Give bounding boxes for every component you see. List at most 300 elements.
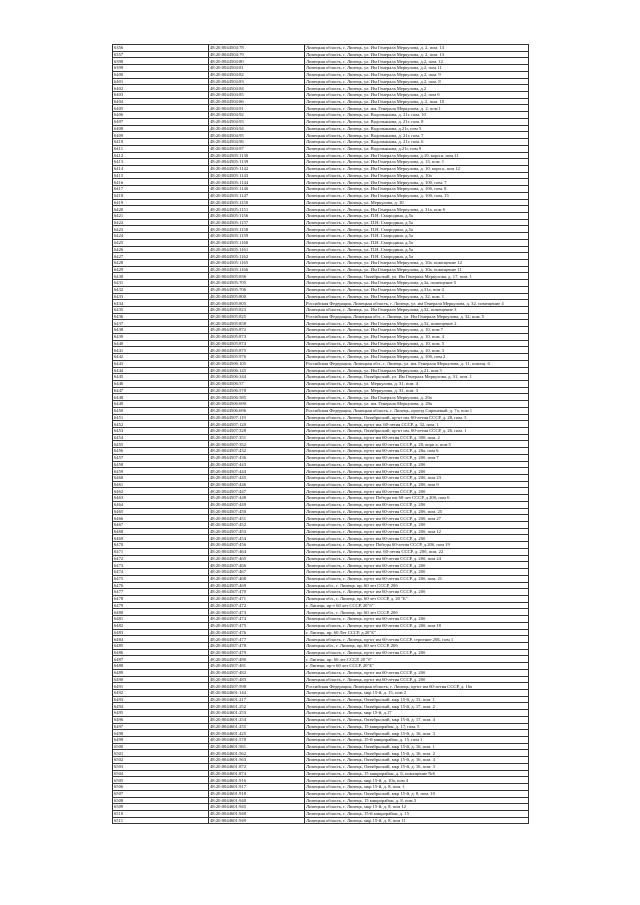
cadastral-number-cell: 48:20:0044505:823 xyxy=(209,307,305,314)
row-number-cell: 6415 xyxy=(113,172,209,179)
address-cell: Липецкая область, г. Липецк, ул. Им Генерала Меркулова, д. 10, пом 7 xyxy=(305,327,529,334)
row-number-cell: 6508 xyxy=(113,797,209,804)
cadastral-number-cell: 48:20:0044507:447 xyxy=(209,488,305,495)
table-row xyxy=(113,92,529,99)
table-row xyxy=(113,394,529,401)
row-number-cell: 6456 xyxy=(113,448,209,455)
table-row xyxy=(113,266,529,273)
cadastral-number-cell: 48:20:0044504:80 xyxy=(209,58,305,65)
table-row xyxy=(113,743,529,750)
table-row xyxy=(113,186,529,193)
cadastral-number-cell: 48:20:0044505:875 xyxy=(209,347,305,354)
table-row xyxy=(113,548,529,555)
address-cell: Липецкая область, г. Липецк, ул. им. Генерала Меркулова, д. 29а xyxy=(305,401,529,408)
address-cell: Липецкая область, г. Липецк, Октябрьский, мкр 15-й, д. 16, пом. 4 xyxy=(305,757,529,764)
row-number-cell: 6470 xyxy=(113,542,209,549)
address-cell: г. Липецк, пр-т 60 лет СССР, 20"б" xyxy=(305,602,529,609)
table-row xyxy=(113,562,529,569)
cadastral-number-cell: 48:20:0044504:97 xyxy=(209,145,305,152)
row-number-cell: 6498 xyxy=(113,730,209,737)
table-row xyxy=(113,737,529,744)
table-row xyxy=(113,804,529,811)
cadastral-number-cell: 48:20:0044505:858 xyxy=(209,320,305,327)
table-row xyxy=(113,367,529,374)
cadastral-number-cell: 48:20:0044504:79 xyxy=(209,51,305,58)
table-row xyxy=(113,414,529,421)
address-cell: Липецкая область, г. Липецк, пр-кт им 60-летия СССР, д. 20б, пом 12 xyxy=(305,528,529,535)
row-number-cell: 6432 xyxy=(113,286,209,293)
table-row xyxy=(113,360,529,367)
cadastral-number-cell: 48:20:0044507:469 xyxy=(209,582,305,589)
table-row xyxy=(113,481,529,488)
address-cell: Липецкая область, г. Липецк, пр-кт им 60-летия СССР, д. 20б xyxy=(305,501,529,508)
cadastral-number-cell: 48:20:0044507:482 xyxy=(209,669,305,676)
cadastral-number-cell: 48:20:0044507:468 xyxy=(209,575,305,582)
row-number-cell: 6482 xyxy=(113,622,209,629)
row-number-cell: 6409 xyxy=(113,132,209,139)
table-row xyxy=(113,810,529,817)
cadastral-number-cell: 48:20:0044505:1143 xyxy=(209,172,305,179)
table-row xyxy=(113,515,529,522)
row-number-cell: 6451 xyxy=(113,414,209,421)
address-cell: Липецкая область, г. Липецк, ул. Меркулова, д. 31, пом. 4 xyxy=(305,380,529,387)
row-number-cell: 6421 xyxy=(113,212,209,219)
row-number-cell: 6446 xyxy=(113,380,209,387)
address-cell: Липецкая область, г. Липецк, Октябрьский, мкр 15-й, д. 17, пом. 4 xyxy=(305,716,529,723)
row-number-cell: 6504 xyxy=(113,770,209,777)
row-number-cell: 6440 xyxy=(113,340,209,347)
address-cell: Липецкая область, г. Липецк, Октябрьский, мкр 15-й, д. 16, пом. 3 xyxy=(305,730,529,737)
address-cell: Липецкая область, г. Липецк, ул. Им Генерала Меркулова, д.2, пом. 9 xyxy=(305,71,529,78)
address-cell: г. Липецк, пр-т 60 лет СССР, 20"Б" xyxy=(305,663,529,670)
row-number-cell: 6426 xyxy=(113,246,209,253)
row-number-cell: 6400 xyxy=(113,71,209,78)
row-number-cell: 6510 xyxy=(113,810,209,817)
cadastral-number-cell: 48:20:0044507:473 xyxy=(209,609,305,616)
cadastral-number-cell: 48:20:0044507:443 xyxy=(209,461,305,468)
cadastral-number-cell: 48:20:0044505:1161 xyxy=(209,246,305,253)
row-number-cell: 6424 xyxy=(113,233,209,240)
address-cell: Липецкая область, г. Липецк, пр-кт им 60-летия СССР, д. 20б xyxy=(305,616,529,623)
address-cell: Липецкая область, г. Липецк, Октябрьский, пр-кт им. 60-летия СССР, д. 28, пом. 3 xyxy=(305,414,529,421)
address-cell: Липецкая область, г. Липецк, ул. Им Генерала Меркулова, д. 31а, пом 6 xyxy=(305,206,529,213)
cadastral-number-cell: 48:20:0044507:454 xyxy=(209,535,305,542)
row-number-cell: 6416 xyxy=(113,179,209,186)
cadastral-number-cell: 48:20:0044601:425 xyxy=(209,730,305,737)
row-number-cell: 6488 xyxy=(113,663,209,670)
cadastral-number-cell: 48:20:0044507:475 xyxy=(209,622,305,629)
row-number-cell: 6501 xyxy=(113,750,209,757)
table-row xyxy=(113,522,529,529)
address-cell: Липецкая область, г. Липецк, ул. Водопьянова, д. 21г, пом. 7 xyxy=(305,132,529,139)
address-cell: Липецкая область, г. Липецк, пр-кт им 60-летия СССР, д. 20б xyxy=(305,569,529,576)
row-number-cell: 6475 xyxy=(113,575,209,582)
table-row xyxy=(113,421,529,428)
cadastral-number-cell: 48:20:0044601:563 xyxy=(209,757,305,764)
table-row xyxy=(113,165,529,172)
cadastral-number-cell: 48:20:0044505:1139 xyxy=(209,159,305,166)
address-cell: Липецкая область, г. Липецк, ул. Им Генерала Меркулова, д. 10а xyxy=(305,172,529,179)
table-row xyxy=(113,757,529,764)
row-number-cell: 6436 xyxy=(113,313,209,320)
row-number-cell: 6483 xyxy=(113,629,209,636)
address-cell: Липецкая область, г. Липецк, ул. Им Генерала Меркулова, д. 10б, пом. 15 xyxy=(305,192,529,199)
row-number-cell: 6420 xyxy=(113,206,209,213)
table-row xyxy=(113,589,529,596)
cadastral-number-cell: 48:20:0044504:81 xyxy=(209,65,305,72)
address-cell: Липецкая область, г. Липецк, ул. Им Генерала Меркулова, д. 10а, помещение 12 xyxy=(305,260,529,267)
cadastral-number-cell: 48:20:0044505:1136 xyxy=(209,152,305,159)
address-cell: Липецкая область, г. Липецк, 15 микрорайон, д. 17, пом. 5 xyxy=(305,723,529,730)
row-number-cell: 6457 xyxy=(113,454,209,461)
address-cell: Липецкая область, г. Липецк, пр-кт им 60-летия СССР, д. 20б, пом 27 xyxy=(305,515,529,522)
table-row xyxy=(113,125,529,132)
cadastral-number-cell: 48:20:0044601:561 xyxy=(209,743,305,750)
address-cell: Липецкая обл., г. Липецк, пр. 60 лет СССР, 20б xyxy=(305,642,529,649)
cadastral-number-cell: 48:20:0044507:476 xyxy=(209,629,305,636)
address-cell: Липецкая область, г. Липецк, пр-кт им 60-летия СССР, д. 20б xyxy=(305,488,529,495)
table-row xyxy=(113,535,529,542)
row-number-cell: 6480 xyxy=(113,609,209,616)
address-cell: Липецкая область, г. Липецк, Октябрьский, ул. Им Генерала Меркулова, д. 31, пом. 1 xyxy=(305,374,529,381)
row-number-cell: 6484 xyxy=(113,636,209,643)
address-cell: Липецкая область, г. Липецк, ул. Им Генерала Меркулова, д.2, пом 11 xyxy=(305,65,529,72)
table-row xyxy=(113,246,529,253)
table-row xyxy=(113,307,529,314)
table-row xyxy=(113,495,529,502)
row-number-cell: 6468 xyxy=(113,528,209,535)
table-row xyxy=(113,448,529,455)
row-number-cell: 6493 xyxy=(113,696,209,703)
table-row xyxy=(113,730,529,737)
table-row xyxy=(113,273,529,280)
address-cell: Липецкая область, г. Липецк, ул. Водопьянова, д. 21г, пом. 10 xyxy=(305,112,529,119)
address-cell: Липецкая область, г. Липецк, пр-кт Победы им 60-лет СССР, д 20б, пом 6 xyxy=(305,495,529,502)
row-number-cell: 6439 xyxy=(113,333,209,340)
cadastral-number-cell: 48:20:0044506:690 xyxy=(209,401,305,408)
table-row xyxy=(113,145,529,152)
cadastral-number-cell: 48:20:0044505:1142 xyxy=(209,165,305,172)
address-cell: Липецкая область, г. Липецк, пр-кт им 60-летия СССР, д. 20б, пом 24 xyxy=(305,555,529,562)
row-number-cell: 6507 xyxy=(113,790,209,797)
cadastral-number-cell: 48:20:0044507:432 xyxy=(209,448,305,455)
row-number-cell: 6437 xyxy=(113,320,209,327)
cadastral-number-cell: 48:20:0044507:448 xyxy=(209,495,305,502)
address-cell: Липецкая область, г. Липецк, Октябрьский, мкр 15-й, д. 16, пом. 2 xyxy=(305,750,529,757)
row-number-cell: 6473 xyxy=(113,562,209,569)
row-number-cell: 6476 xyxy=(113,582,209,589)
row-number-cell: 6448 xyxy=(113,394,209,401)
row-number-cell: 6460 xyxy=(113,475,209,482)
cadastral-number-cell: 48:20:0044507:464 xyxy=(209,548,305,555)
cadastral-register-table xyxy=(112,44,529,824)
table-row xyxy=(113,663,529,670)
cadastral-number-cell: 48:20:0044601:872 xyxy=(209,763,305,770)
cadastral-number-cell: 48:20:0044507:477 xyxy=(209,636,305,643)
table-row xyxy=(113,454,529,461)
cadastral-number-cell: 48:20:0044507:471 xyxy=(209,595,305,602)
row-number-cell: 6461 xyxy=(113,481,209,488)
address-cell: Липецкая область, г. Липецк, пр-кт им 60-летия СССР, д. 20б, пом 9 xyxy=(305,481,529,488)
row-number-cell: 6406 xyxy=(113,112,209,119)
address-cell: Липецкая область, г. Липецк, пр-кт им 60-летия СССР, д. 20б xyxy=(305,522,529,529)
cadastral-number-cell: 48:20:0044504:82 xyxy=(209,71,305,78)
row-number-cell: 6459 xyxy=(113,468,209,475)
cadastral-number-cell: 48:20:0044507:481 xyxy=(209,663,305,670)
table-row xyxy=(113,300,529,307)
table-row xyxy=(113,172,529,179)
address-cell: Липецкая область, г. Липецк, ул. Им Генерала Меркулова, д.2, пом. 8 xyxy=(305,78,529,85)
table-row xyxy=(113,58,529,65)
row-number-cell: 6506 xyxy=(113,784,209,791)
address-cell: Липецкая обл., г. Липецк, пр. 60 лет СССР, д. 20 "Б" xyxy=(305,595,529,602)
row-number-cell: 6404 xyxy=(113,98,209,105)
cadastral-number-cell: 48:20:0044505:1144 xyxy=(209,179,305,186)
cadastral-number-cell: 48:20:0044505:825 xyxy=(209,313,305,320)
address-cell: Липецкая область, г. Липецк, ул. Им Генерала Меркулова, д. 10б, пом 2 xyxy=(305,354,529,361)
table-row xyxy=(113,555,529,562)
address-cell: Липецкая область, г. Липецк, ул. Им Генерала Меркулова, д.31а, пом 4 xyxy=(305,286,529,293)
address-cell: Липецкая область, г. Липецк, ул. Им Генерала Меркулова, д.10, корп.к, пом 11 xyxy=(305,152,529,159)
row-number-cell: 6509 xyxy=(113,804,209,811)
row-number-cell: 6472 xyxy=(113,555,209,562)
row-number-cell: 6487 xyxy=(113,656,209,663)
address-cell: Липецкая область, г. Липецк, мкр 15-й, д. 15, пом 2 xyxy=(305,690,529,697)
cadastral-number-cell: 48:20:0044505:1146 xyxy=(209,186,305,193)
address-cell: Липецкая область, г. Липецк, 15-й микрорайон, д. 15, пом 1 xyxy=(305,737,529,744)
table-row xyxy=(113,602,529,609)
address-cell: Липецкая область, г. Липецк, ул. Им Генерала Меркулова, д.2, пом. 12 xyxy=(305,58,529,65)
cadastral-number-cell: 48:20:0044504:92 xyxy=(209,112,305,119)
row-number-cell: 6423 xyxy=(113,226,209,233)
table-row xyxy=(113,407,529,414)
row-number-cell: 6450 xyxy=(113,407,209,414)
address-cell: Липецкая область, г. Липецк, ул. Им Генерала Меркулова, д. 32, пом. 1 xyxy=(305,293,529,300)
row-number-cell: 6502 xyxy=(113,757,209,764)
address-cell: Липецкая область, г. Липецк, пр-кт им 60-летия СССР, д. 20, корп а, пом 5 xyxy=(305,441,529,448)
row-number-cell: 6447 xyxy=(113,387,209,394)
table-row xyxy=(113,501,529,508)
cadastral-number-cell: 48:20:0044505:1157 xyxy=(209,219,305,226)
address-cell: Липецкая область, г. Липецк, ул. П.Н. Смородина, д.5а xyxy=(305,246,529,253)
address-cell: Липецкая область, г. Липецк, мкр 15-й, д.17 xyxy=(305,710,529,717)
table-row xyxy=(113,132,529,139)
table-row xyxy=(113,703,529,710)
table-row xyxy=(113,475,529,482)
cadastral-number-cell: 48:20:0044601:254 xyxy=(209,716,305,723)
table-row xyxy=(113,159,529,166)
row-number-cell: 6408 xyxy=(113,125,209,132)
address-cell: Липецкая область, г. Липецк, ул. Им Генерала Меркулова, д.3а, помещение 5 xyxy=(305,280,529,287)
address-cell: Липецкая область, г. Липецк, пр-кт им 60-летия СССР, д. 20б xyxy=(305,676,529,683)
table-row xyxy=(113,152,529,159)
cadastral-number-cell: 48:20:0044601:916 xyxy=(209,777,305,784)
row-number-cell: 6402 xyxy=(113,85,209,92)
row-number-cell: 6485 xyxy=(113,642,209,649)
address-cell: Липецкая область, г. Липецк, ул. Им Генерала Меркулова, д. 10а, помещение 11 xyxy=(305,266,529,273)
address-cell: Липецкая область, г. Липецк, ул. Им Генерала Меркулова, д. 10, пом. 4 xyxy=(305,333,529,340)
table-row xyxy=(113,374,529,381)
row-number-cell: 6410 xyxy=(113,139,209,146)
row-number-cell: 6430 xyxy=(113,273,209,280)
row-number-cell: 6464 xyxy=(113,501,209,508)
address-cell: Липецкая область, г. Липецк, мкр 15-й, д. 10а, пом 4 xyxy=(305,777,529,784)
row-number-cell: 6467 xyxy=(113,522,209,529)
row-number-cell: 6455 xyxy=(113,441,209,448)
row-number-cell: 6405 xyxy=(113,105,209,112)
address-cell: Липецкая область, г. Липецк, Октябрьский, мкр 15-й, д. 13, пом. 1 xyxy=(305,696,529,703)
table-row xyxy=(113,777,529,784)
cadastral-number-cell: 48:20:0044506:585 xyxy=(209,394,305,401)
row-number-cell: 6425 xyxy=(113,239,209,246)
address-cell: Липецкая область, г. Липецк, Октябрьский, мкр 15-й, д. 16, пом. 1 xyxy=(305,743,529,750)
cadastral-number-cell: 48:20:0044505:1150 xyxy=(209,199,305,206)
row-number-cell: 6401 xyxy=(113,78,209,85)
row-number-cell: 6418 xyxy=(113,192,209,199)
cadastral-number-cell: 48:20:0044507:470 xyxy=(209,589,305,596)
row-number-cell: 6422 xyxy=(113,219,209,226)
row-number-cell: 6449 xyxy=(113,401,209,408)
row-number-cell: 6452 xyxy=(113,421,209,428)
row-number-cell: 6434 xyxy=(113,300,209,307)
table-row xyxy=(113,219,529,226)
cadastral-number-cell: 48:20:0044505:1159 xyxy=(209,233,305,240)
address-cell: Липецкая область, г. Липецк, ул. Водопьянова, д.21г, пом 5 xyxy=(305,125,529,132)
cadastral-number-cell: 48:20:0044601:562 xyxy=(209,750,305,757)
cadastral-number-cell: 48:20:0044505:800 xyxy=(209,293,305,300)
cadastral-number-cell: 48:20:0044601:253 xyxy=(209,710,305,717)
address-cell: Липецкая область, г. Липецк, 15 микрорайон, д. 6, помещение №6 xyxy=(305,770,529,777)
cadastral-number-cell: 48:20:0044505:1165 xyxy=(209,260,305,267)
address-cell: Липецкая область, г. Липецк, пр-кт им 60-летия СССР, д. 20б, пом. 21 xyxy=(305,575,529,582)
cadastral-number-cell: 48:20:0044507:450 xyxy=(209,508,305,515)
table-row xyxy=(113,690,529,697)
address-cell: Липецкая область, г. Липецк, Октябрьский, мкр 15-й, д. 17, пом. 2 xyxy=(305,703,529,710)
cadastral-number-cell: 48:20:0044507:119 xyxy=(209,414,305,421)
table-row xyxy=(113,206,529,213)
cadastral-number-cell: 48:20:0044505:873 xyxy=(209,333,305,340)
address-cell: Липецкая область, г. Липецк, пр-кт им 60-летия СССР, д. 30б, пом. 2 xyxy=(305,434,529,441)
table-row xyxy=(113,528,529,535)
address-cell: Липецкая обл., г. Липецк, пр. 60 лет СССР, 20б xyxy=(305,582,529,589)
table-row xyxy=(113,212,529,219)
cadastral-number-cell: 48:20:0044601:255 xyxy=(209,723,305,730)
address-cell: Российская Федерация, Липецкая обл., г. Липецк, ул. Им Генерала Меркулова, д. 32, пом. 5 xyxy=(305,313,529,320)
row-number-cell: 6466 xyxy=(113,515,209,522)
table-row xyxy=(113,790,529,797)
row-number-cell: 6491 xyxy=(113,683,209,690)
address-cell: Липецкая область, г. Липецк, ул. Им Генерала Меркулова, д. 2, пом. 13 xyxy=(305,51,529,58)
table-row xyxy=(113,98,529,105)
cadastral-number-cell: 48:20:0044504:85 xyxy=(209,92,305,99)
address-cell: Липецкая область, г. Липецк, пр-кт им 60-летия СССР, д. 20б, пом 23 xyxy=(305,475,529,482)
cadastral-number-cell: 48:20:0044601:917 xyxy=(209,784,305,791)
table-row xyxy=(113,340,529,347)
cadastral-number-cell: 48:20:0044506:105 xyxy=(209,360,305,367)
address-cell: Липецкая область, г. Липецк, пр-кт им 60-летия СССР, строение 20Б, пом 1 xyxy=(305,636,529,643)
table-row xyxy=(113,763,529,770)
cadastral-number-cell: 48:20:0044505:1151 xyxy=(209,206,305,213)
table-row xyxy=(113,354,529,361)
cadastral-number-cell: 48:20:0044504:91 xyxy=(209,105,305,112)
address-cell: Липецкая область, г. Липецк, пр-кт Победы 60-летия СССР, д.20б, пом 19 xyxy=(305,542,529,549)
row-number-cell: 6412 xyxy=(113,152,209,159)
table-row xyxy=(113,280,529,287)
table-row xyxy=(113,508,529,515)
cadastral-number-cell: 48:20:0044504:83 xyxy=(209,78,305,85)
address-cell: Липецкая область, г. Липецк, ул. Водопьянова, д. 21г, пом. 6 xyxy=(305,139,529,146)
row-number-cell: 6497 xyxy=(113,723,209,730)
address-cell: Липецкая область, г. Липецк, ул. П.Н. Смородина, д.5а xyxy=(305,239,529,246)
cadastral-number-cell: 48:20:0044505:872 xyxy=(209,327,305,334)
address-cell: Липецкая область, г. Липецк, мкр 15-й, д. 8, пом 11 xyxy=(305,817,529,824)
cadastral-number-cell: 48:20:0044505:1166 xyxy=(209,266,305,273)
row-number-cell: 6428 xyxy=(113,260,209,267)
cadastral-number-cell: 48:20:0044506:57 xyxy=(209,380,305,387)
address-cell: г. Липецк, пр. 60 лет СССР, 20 "б" xyxy=(305,656,529,663)
table-row xyxy=(113,582,529,589)
address-cell: Липецкая область, г. Липецк, пр-кт им 60-летия СССР, д. 20б xyxy=(305,589,529,596)
row-number-cell: 6433 xyxy=(113,293,209,300)
address-cell: Липецкая область, г. Липецк, ул. Им Генерала Меркулова, д. 13, пом. 1 xyxy=(305,159,529,166)
cadastral-number-cell: 48:20:0044504:96 xyxy=(209,139,305,146)
cadastral-number-cell: 48:20:0044507:328 xyxy=(209,427,305,434)
table-row xyxy=(113,595,529,602)
row-number-cell: 6462 xyxy=(113,488,209,495)
address-cell: Липецкая область, г. Липецк, ул. П.Н. Смородина, д.5а xyxy=(305,219,529,226)
cadastral-number-cell: 48:20:0044507:483 xyxy=(209,676,305,683)
row-number-cell: 6471 xyxy=(113,548,209,555)
row-number-cell: 6403 xyxy=(113,92,209,99)
address-cell: Липецкая область, г. Липецк, ул. Им Генерала Меркулова, д.2, пом 6 xyxy=(305,92,529,99)
table-row xyxy=(113,575,529,582)
row-number-cell: 6419 xyxy=(113,199,209,206)
address-cell: Липецкая область, г. Липецк, пр-кт им 60-летия СССР, д. 20б, пом. 25 xyxy=(305,508,529,515)
address-cell: Липецкая область, г. Липецк, ул. Им Генерала Меркулова, д. 2, пом. 14 xyxy=(305,45,529,52)
table-row xyxy=(113,629,529,636)
table-row xyxy=(113,239,529,246)
table-row xyxy=(113,51,529,58)
cadastral-number-cell: 48:20:0044601:252 xyxy=(209,703,305,710)
cadastral-number-cell: 48:20:0044505:1147 xyxy=(209,192,305,199)
address-cell: Липецкая область, г. Липецк, мкр 15-й, д. 8, пом. 1 xyxy=(305,784,529,791)
address-cell: Липецкая область, г. Липецк, пр-кт им 60-летия СССР, д. 20б xyxy=(305,468,529,475)
cadastral-number-cell: 48:20:0044601:945 xyxy=(209,804,305,811)
address-cell: Липецкая область, г. Липецк, ул. им. Генерала Меркулова, д. 2, пом 1 xyxy=(305,105,529,112)
table-row xyxy=(113,105,529,112)
table-row xyxy=(113,401,529,408)
table-row xyxy=(113,65,529,72)
address-cell: Липецкая область, г. Липецк, Октябрьский, мкр 15-й, д. 8, пом. 10 xyxy=(305,790,529,797)
address-cell: Липецкая область, г. Липецк, пр-кт им 60-летия СССР, д. 26а, пом 6 xyxy=(305,448,529,455)
cadastral-number-cell: 48:20:0044506:344 xyxy=(209,374,305,381)
address-cell: Липецкая область, г. Липецк, ул. Им Генерала Меркулова, д. 29а xyxy=(305,394,529,401)
table-row xyxy=(113,78,529,85)
address-cell: Липецкая область, г. Липецк, ул. Им Генерала Меркулова, д.2 xyxy=(305,85,529,92)
cadastral-number-cell: 48:20:0044504:84 xyxy=(209,85,305,92)
row-number-cell: 6444 xyxy=(113,367,209,374)
cadastral-number-cell: 48:20:0044507:478 xyxy=(209,642,305,649)
row-number-cell: 6399 xyxy=(113,65,209,72)
address-cell: Липецкая область, г. Липецк, пр-кт им 60-летия СССР, д. 20б, пом 7 xyxy=(305,454,529,461)
table-row xyxy=(113,468,529,475)
table-row xyxy=(113,199,529,206)
row-number-cell: 6458 xyxy=(113,461,209,468)
table-row xyxy=(113,313,529,320)
cadastral-number-cell: 48:20:0044507:445 xyxy=(209,475,305,482)
cadastral-number-cell: 48:20:0044505:874 xyxy=(209,340,305,347)
table-body xyxy=(113,45,529,824)
